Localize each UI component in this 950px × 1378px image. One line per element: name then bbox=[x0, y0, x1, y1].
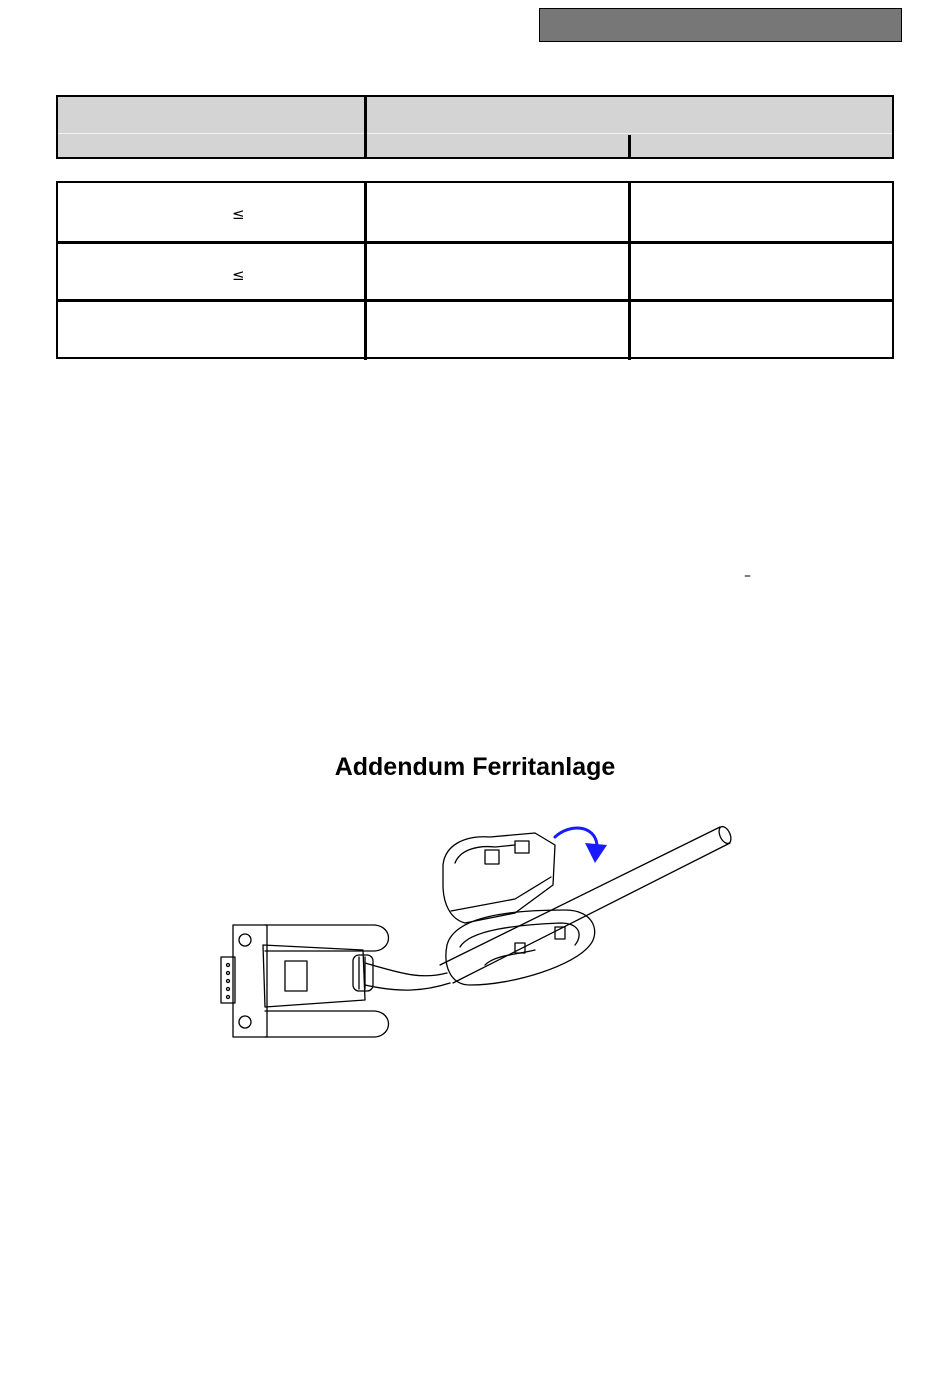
table-row bbox=[58, 299, 892, 360]
leq-symbol: ≤ bbox=[232, 205, 245, 223]
header-divider-sub bbox=[628, 135, 631, 157]
table-row bbox=[58, 183, 892, 241]
table-row bbox=[58, 241, 892, 302]
spec-table-body bbox=[56, 181, 894, 359]
spec-table-header bbox=[56, 95, 894, 159]
leq-symbol: ≤ bbox=[232, 266, 245, 284]
ferrite-core-illustration bbox=[215, 815, 755, 1045]
stray-dash-mark: – bbox=[744, 568, 751, 584]
header-divider-main bbox=[364, 97, 367, 157]
addendum-title: Addendum Ferritanlage bbox=[334, 753, 616, 781]
header-bar bbox=[539, 8, 902, 42]
